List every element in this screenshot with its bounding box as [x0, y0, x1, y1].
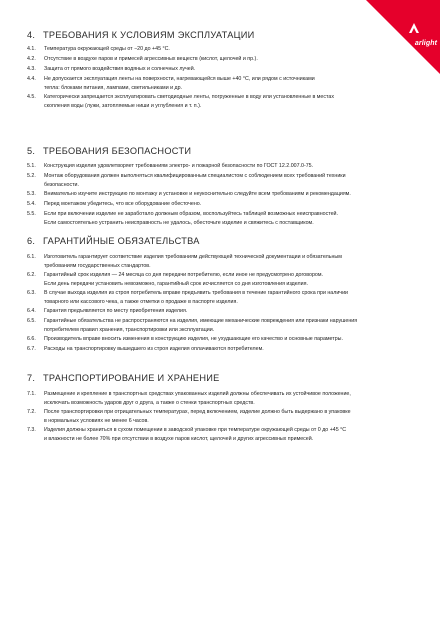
item-text-line: и влажности не более 70% при отсутствии в воздухе паров кислот, щелочей и других агрессивных примесей. — [44, 435, 314, 442]
item-number: 4.4. — [27, 76, 36, 82]
item-text-line: Монтаж оборудования должен выполняться квалифицированным специалистом с соблюдением всех требований техники — [44, 173, 346, 179]
item-text-line: Конструкция изделия удовлетворяет требованиям электро- и пожарной безопасности по ГОСТ 12.2.007.0-75. — [44, 163, 314, 169]
section-number: 6. — [27, 236, 36, 246]
item-text-line: Если день передачи установить невозможно, гарантийный срок исчисляется со дня изготовления изделия. — [44, 280, 308, 287]
item-number: 7.2. — [27, 409, 36, 415]
item-text-line: Расходы на транспортировку вышедшего из строя изделия оплачиваются потребителем. — [44, 346, 264, 352]
item-text — [44, 55, 420, 64]
section-title — [27, 236, 200, 246]
item-number: 6.6. — [27, 336, 36, 342]
item-text — [44, 65, 420, 74]
brand-logo-text: arlight — [414, 40, 437, 47]
section-title-text: ТРЕБОВАНИЯ БЕЗОПАСНОСТИ — [43, 146, 192, 156]
item-number: 4.2. — [27, 56, 36, 62]
item-text — [44, 317, 420, 334]
item-text — [44, 345, 420, 354]
section-title — [27, 30, 255, 40]
item-number: 7.1. — [27, 391, 36, 397]
item-text — [44, 75, 420, 92]
item-text-line: безопасности. — [44, 181, 79, 188]
item-text-line: Отсутствие в воздухе паров и примесей агрессивных веществ (кислот, щелочей и пр.). — [44, 56, 258, 62]
item-text — [44, 200, 420, 209]
item-text — [44, 45, 420, 54]
item-number: 6.4. — [27, 308, 36, 314]
item-number: 4.3. — [27, 66, 36, 72]
item-text-line: Гарантия предъявляется по месту приобретения изделия. — [44, 308, 188, 314]
item-text — [44, 210, 420, 227]
item-text — [44, 335, 420, 344]
item-number: 6.3. — [27, 290, 36, 296]
item-text — [44, 162, 420, 171]
item-text — [44, 253, 420, 270]
item-text — [44, 271, 420, 288]
item-text — [44, 289, 420, 306]
item-text-line: исключать возможность ударов друг о друга, а также о стенки транспортных средств. — [44, 399, 255, 406]
item-text — [44, 426, 420, 443]
item-number: 5.4. — [27, 201, 36, 207]
item-text-line: в нормальных условиях не менее 6 часов. — [44, 417, 149, 424]
section-title-text: ТРАНСПОРТИРОВАНИЕ И ХРАНЕНИЕ — [43, 373, 220, 383]
item-text-line: Защита от прямого воздействия водяных и солнечных лучей. — [44, 66, 196, 72]
item-number: 4.5. — [27, 94, 36, 100]
item-number: 5.3. — [27, 191, 36, 197]
section-title-text: ГАРАНТИЙНЫЕ ОБЯЗАТЕЛЬСТВА — [43, 236, 200, 246]
item-text — [44, 408, 420, 425]
item-text-line: В случае выхода изделия из строя потребитель вправе предъявить требования в течение гарантийного срока при наличии — [44, 290, 348, 296]
item-text-line: Не допускается эксплуатация ленты на поверхности, нагревающейся выше +40 °C, или рядом с источниками — [44, 76, 315, 82]
item-number: 6.7. — [27, 346, 36, 352]
item-number: 6.1. — [27, 254, 36, 260]
item-number: 7.3. — [27, 427, 36, 433]
item-text-line: Если при включении изделие не заработало должным образом, воспользуйтесь таблицей возможных неисправностей. — [44, 211, 338, 217]
item-number: 4.1. — [27, 46, 36, 52]
item-text-line: Внимательно изучите инструкцию по монтажу и установке и неукоснительно следуйте всем требованиям и рекомендациям. — [44, 191, 351, 197]
section-number: 4. — [27, 30, 36, 40]
item-text-line: требованиям государственных стандартов. — [44, 262, 151, 269]
item-text-line: Гарантийный срок изделия — 24 месяца со дня передачи потребителю, если иное не предусмотрено договором. — [44, 272, 323, 278]
item-text-line: Перед монтажом убедитесь, что все оборудование обесточено. — [44, 201, 202, 207]
item-text — [44, 93, 420, 110]
item-text-line: тепла: блоками питания, лампами, светильниками и др. — [44, 84, 183, 91]
section-number: 5. — [27, 146, 36, 156]
item-text-line: скопления воды (лужи, затопляемые ниши и углубления и т. п.). — [44, 102, 202, 109]
item-text-line: Производитель вправе вносить изменения в конструкцию изделия, не ухудшающие его качество и основные параметры. — [44, 336, 343, 342]
item-number: 6.5. — [27, 318, 36, 324]
item-text-line: Гарантийные обязательства не распространяются на изделия, имеющие механические повреждения или признаки нарушения — [44, 318, 358, 324]
section-title-text: ТРЕБОВАНИЯ К УСЛОВИЯМ ЭКСПЛУАТАЦИИ — [43, 30, 255, 40]
section-number: 7. — [27, 373, 36, 383]
item-text-line: Температура окружающей среды от −20 до +45 °C. — [44, 46, 170, 52]
item-text-line: Изготовитель гарантирует соответствие изделия требованиям действующей технической документации и обязательным — [44, 254, 342, 260]
item-number: 5.2. — [27, 173, 36, 179]
item-text-line: Если самостоятельно устранить неисправность не удалось, обесточьте изделие и свяжитесь с поставщиком. — [44, 219, 314, 226]
item-number: 5.5. — [27, 211, 36, 217]
item-text-line: Размещение и крепление в транспортных средствах упакованных изделий должны обеспечивать их устойчивое положение, — [44, 391, 351, 397]
item-text-line: Изделия должны храниться в сухом помещении в заводской упаковке при температуре окружающей среды от 0 до +45 °C — [44, 427, 347, 433]
item-text-line: потребителем правил хранения, транспортировки или эксплуатации. — [44, 326, 215, 333]
item-text — [44, 307, 420, 316]
item-number: 5.1. — [27, 163, 36, 169]
brand-logo-icon — [406, 20, 422, 36]
item-text — [44, 172, 420, 189]
section-title — [27, 373, 220, 383]
item-number: 6.2. — [27, 272, 36, 278]
item-text-line: товарного или кассового чека, а также отметки о продаже в паспорте изделия. — [44, 298, 238, 305]
item-text-line: После транспортировки при отрицательных температурах, перед включением, изделие должно быть выдержано в упаковке — [44, 409, 351, 415]
section-title — [27, 146, 191, 156]
item-text — [44, 190, 420, 199]
item-text — [44, 390, 420, 407]
item-text-line: Категорически запрещается эксплуатировать светодиодные ленты, погруженные в воду или установленные в местах — [44, 94, 334, 100]
